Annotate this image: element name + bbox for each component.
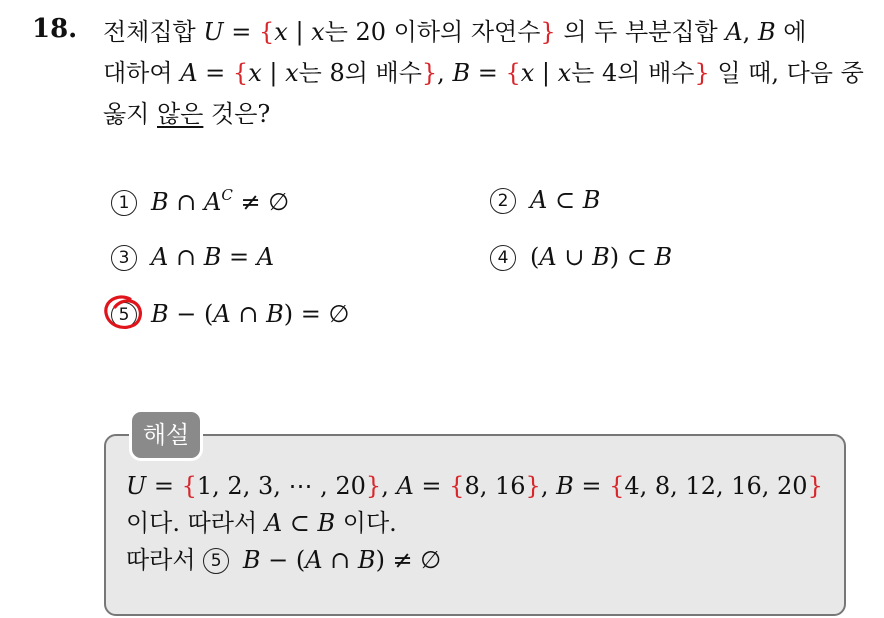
question-stem — [103, 12, 863, 135]
solution-choice-number: 5 — [203, 548, 229, 574]
answer-circle-mark — [100, 291, 148, 335]
solution-line-3: 따라서 5 B − (A ∩ B) ≠ ∅ — [126, 546, 442, 574]
choice-number-5: 5 — [111, 302, 137, 328]
choice-2[interactable]: 2 A ⊂ B — [490, 186, 600, 214]
solution-line-1: U = {1, 2, 3, ⋯ , 20}, A = {8, 16}, B = {4, 8, 12, 16, 20} — [126, 472, 823, 500]
underlined-word: 않은 — [157, 100, 204, 128]
solution-tag: 해설 — [129, 409, 203, 461]
stem-line-3: 옳지 않은 것은? — [103, 100, 271, 128]
choice-number-4: 4 — [490, 245, 516, 271]
question-number: 18. — [32, 14, 78, 44]
solution-line-2: 이다. 따라서 A ⊂ B 이다. — [126, 509, 397, 537]
choice-number-3: 3 — [111, 245, 137, 271]
stem-line-2: 대하여 A = {x | x는 8의 배수}, B = {x | x는 4의 배수} 일 때, 다음 중 — [103, 59, 864, 87]
choice-5[interactable]: 5 B − (A ∩ B) = ∅ — [111, 300, 349, 328]
choice-4[interactable]: 4 (A ∪ B) ⊂ B — [490, 243, 672, 271]
choice-number-1: 1 — [111, 190, 137, 216]
solution-text — [126, 468, 823, 579]
stem-line-1: 전체집합 U = {x | x는 20 이하의 자연수} 의 두 부분집합 A, B 에 — [103, 18, 807, 46]
choice-1[interactable]: 1 B ∩ $A^C$ ≠ ∅ — [111, 186, 289, 216]
choice-number-2: 2 — [490, 188, 516, 214]
choice-3[interactable]: 3 A ∩ B = A — [111, 243, 274, 271]
